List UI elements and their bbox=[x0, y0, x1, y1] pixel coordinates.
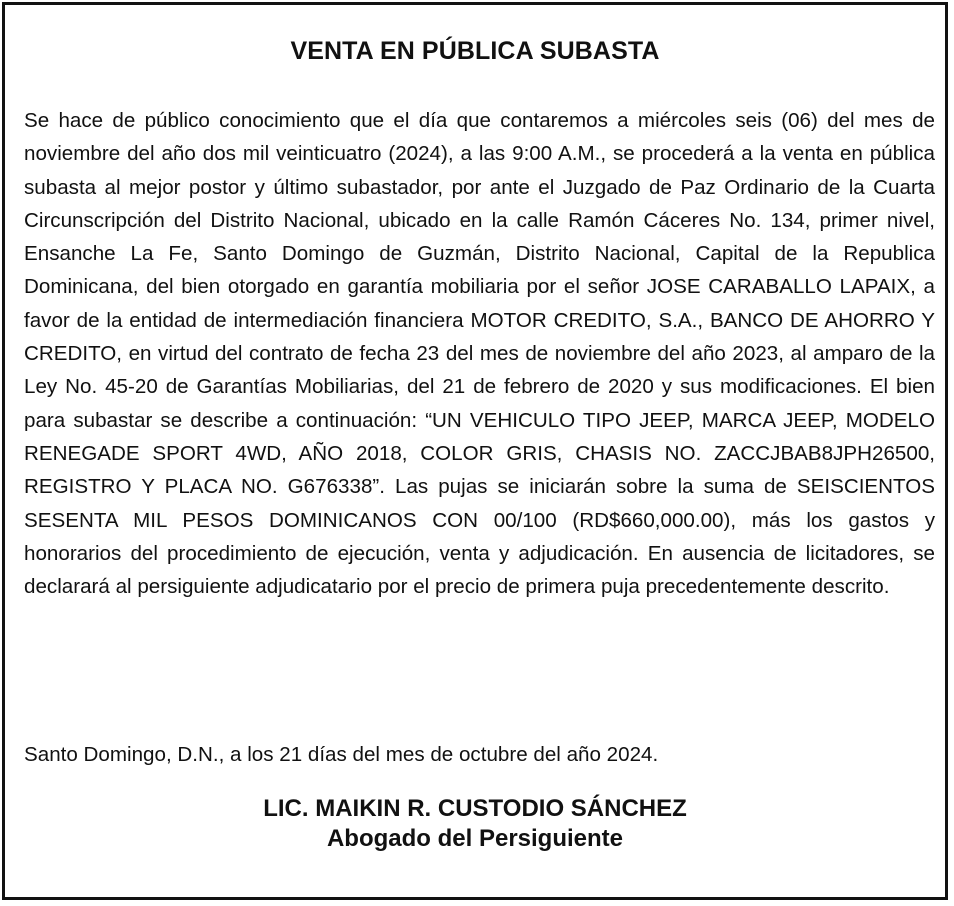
signature-name: LIC. MAIKIN R. CUSTODIO SÁNCHEZ bbox=[263, 795, 687, 822]
signature-block bbox=[5, 794, 945, 854]
auction-notice bbox=[2, 2, 948, 900]
signature-role: Abogado del Persiguiente bbox=[326, 825, 624, 852]
notice-body: Se hace de público conocimiento que el día que contaremos a miércoles seis (06) del mes de noviembre del año dos mil veinticuatro (2024), a las 9:00 A.M., se procederá a la venta en pública subasta al mejor postor y último subastador, por ante el Juzgado de Paz Ordinario de la Cuarta Circunscripción del Distrito Nacional, ubicado en la calle Ramón Cáceres No. 134, primer nivel, Ensanche La Fe, Santo Domingo de Guzmán, Distrito Nacional, Capital de la Republica Dominicana, del bien otorgado en garantía mobiliaria por el señor JOSE CARABALLO LAPAIX, a favor de la entidad de intermediación financiera MOTOR CREDITO, S.A., BANCO DE AHORRO Y CREDITO, en virtud del contrato de fecha 23 del mes de noviembre del año 2023, al amparo de la Ley No. 45-20 de Garantías Mobiliarias, del 21 de febrero de 2020 y sus modificaciones. El bien para subastar se describe a continuación: “UN VEHICULO TIPO JEEP, MARCA JEEP, MODELO RENEGADE SPORT 4WD, AÑO 2018, COLOR GRIS, CHASIS NO. ZACCJBAB8JPH26500, REGISTRO Y PLACA NO. G676338”. Las pujas se iniciarán sobre la suma de SEISCIENTOS SESENTA MIL PESOS DOMINICANOS CON 00/100 (RD$660,000.00), más los gastos y honorarios del procedimiento de ejecución, venta y adjudicación. En ausencia de licitadores, se declarará al persiguiente adjudicatario por el precio de primera puja precedentemente descrito. bbox=[24, 109, 935, 599]
notice-title: VENTA EN PÚBLICA SUBASTA bbox=[290, 37, 660, 65]
date-line: Santo Domingo, D.N., a los 21 días del mes de octubre del año 2024. bbox=[24, 743, 659, 766]
